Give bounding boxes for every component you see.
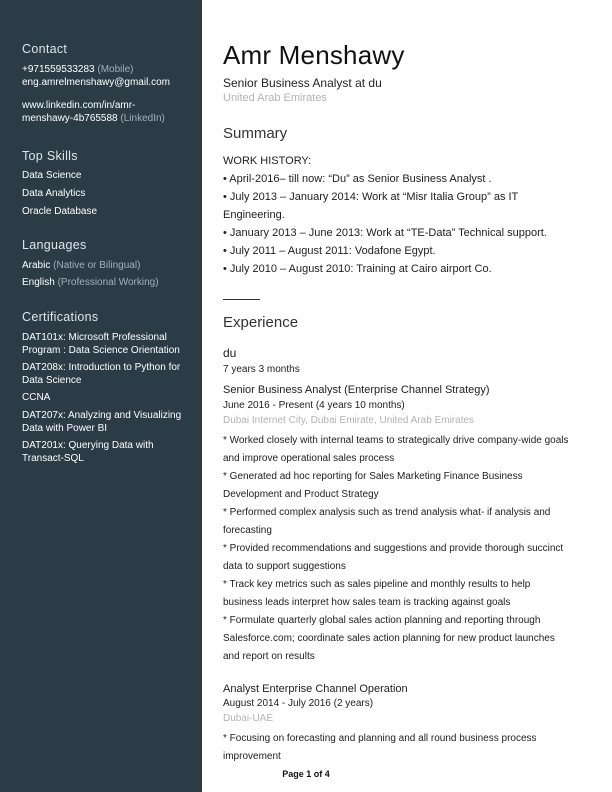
phone (22, 64, 194, 77)
job-description-line: * Formulate quarterly global sales action planning and reporting through (223, 615, 541, 626)
certification-item (22, 392, 194, 405)
skill-item: Data Analytics (22, 188, 86, 199)
job-description-line: data to support suggestions (223, 561, 346, 572)
job-description-line: * Worked closely with internal teams to strategically drive company-wide goals (223, 435, 569, 446)
certification-line: DAT101x: Microsoft Professional (22, 332, 167, 343)
language-level: (Native or Bilingual) (53, 260, 141, 271)
job-location: Dubai Internet City, Dubai Emirate, United Arab Emirates (223, 415, 475, 426)
contact-heading: Contact (22, 42, 68, 56)
page-number: Page 1 of 4 (282, 769, 330, 779)
summary-line: WORK HISTORY: (223, 155, 312, 167)
language-name: Arabic (22, 260, 51, 271)
job-description-line: and improve operational sales process (223, 453, 395, 464)
job-description-line: * Track key metrics such as sales pipeline and monthly results to help (223, 579, 531, 590)
job-description-line: * Generated ad hoc reporting for Sales Marketing Finance Business (223, 471, 523, 482)
certification-item (22, 362, 194, 387)
certification-item (22, 410, 194, 435)
job-description-line: Development and Product Strategy (223, 489, 379, 500)
language-level: (Professional Working) (57, 277, 159, 288)
job-description-line: * Performed complex analysis such as trend analysis what- if analysis and (223, 507, 551, 518)
company-name: du (223, 346, 237, 360)
certification-line: Program : Data Science Orientation (22, 344, 180, 356)
profile-location: United Arab Emirates (223, 92, 327, 104)
profile-name: Amr Menshawy (223, 40, 405, 70)
summary-line: Engineering. (223, 209, 285, 221)
job-description-line: * Provided recommendations and suggestions and provide thorough succinct (223, 543, 564, 554)
certification-line: DAT201x: Querying Data with (22, 440, 154, 451)
skill-item: Data Science (22, 170, 82, 181)
summary-heading: Summary (223, 125, 288, 142)
phone-type: (Mobile) (97, 64, 134, 75)
summary-line: • July 2013 – January 2014: Work at “Misr Italia Group” as IT (223, 191, 519, 203)
linkedin-link[interactable] (22, 100, 194, 125)
company-duration: 7 years 3 months (223, 364, 300, 375)
summary-line: • April-2016– till now: “Du” as Senior Business Analyst . (223, 173, 492, 185)
job-description-line: and report on results (223, 651, 315, 662)
job-title: Senior Business Analyst (Enterprise Channel Strategy) (223, 384, 490, 396)
linkedin-line-1: www.linkedin.com/in/amr- (22, 100, 136, 111)
summary-line: • July 2011 – August 2011: Vodafone Egypt. (223, 245, 436, 257)
certification-line: DAT207x: Analyzing and Visualizing (22, 410, 182, 421)
certification-item (22, 440, 194, 465)
job-dates: August 2014 - July 2016 (2 years) (223, 698, 374, 709)
certification-line: Transact-SQL (22, 452, 84, 464)
profile-headline: Senior Business Analyst at du (223, 76, 382, 90)
sidebar (0, 0, 202, 792)
languages-heading: Languages (22, 238, 87, 252)
certification-line: Data Science (22, 374, 82, 386)
section-divider (223, 299, 260, 300)
certifications-heading: Certifications (22, 310, 99, 324)
skill-item: Oracle Database (22, 206, 98, 217)
phone-number[interactable]: +971559533283 (22, 64, 95, 75)
job-description-line: business leads interpret how sales team is tracking against goals (223, 597, 511, 608)
summary-line: • July 2010 – August 2010: Training at Cairo airport Co. (223, 263, 492, 275)
job-description-line: forecasting (223, 525, 272, 536)
certification-item (22, 332, 194, 357)
summary-line: • January 2013 – June 2013: Work at “TE-Data” Technical support. (223, 227, 547, 239)
job-location: Dubai-UAE (223, 713, 274, 724)
experience-heading: Experience (223, 314, 299, 331)
job-dates: June 2016 - Present (4 years 10 months) (223, 400, 405, 411)
email-link[interactable]: eng.amrelmenshawy@gmail.com (22, 77, 170, 88)
certification-line: DAT208x: Introduction to Python for (22, 362, 181, 373)
certification-line: CCNA (22, 392, 51, 403)
job-description-line: improvement (223, 751, 281, 762)
job-title: Analyst Enterprise Channel Operation (223, 683, 408, 695)
certification-line: Data with Power BI (22, 422, 108, 434)
language-item (22, 260, 194, 273)
job-description-line: * Focusing on forecasting and planning and all round business process (223, 733, 537, 744)
job-description-line: Salesforce.com; coordinate sales action planning for new product launches (223, 633, 555, 644)
linkedin-line-2: menshawy-4b765588 (22, 112, 118, 124)
skills-heading: Top Skills (22, 149, 78, 163)
language-item (22, 277, 194, 290)
language-name: English (22, 277, 55, 288)
linkedin-type: (LinkedIn) (120, 112, 165, 124)
